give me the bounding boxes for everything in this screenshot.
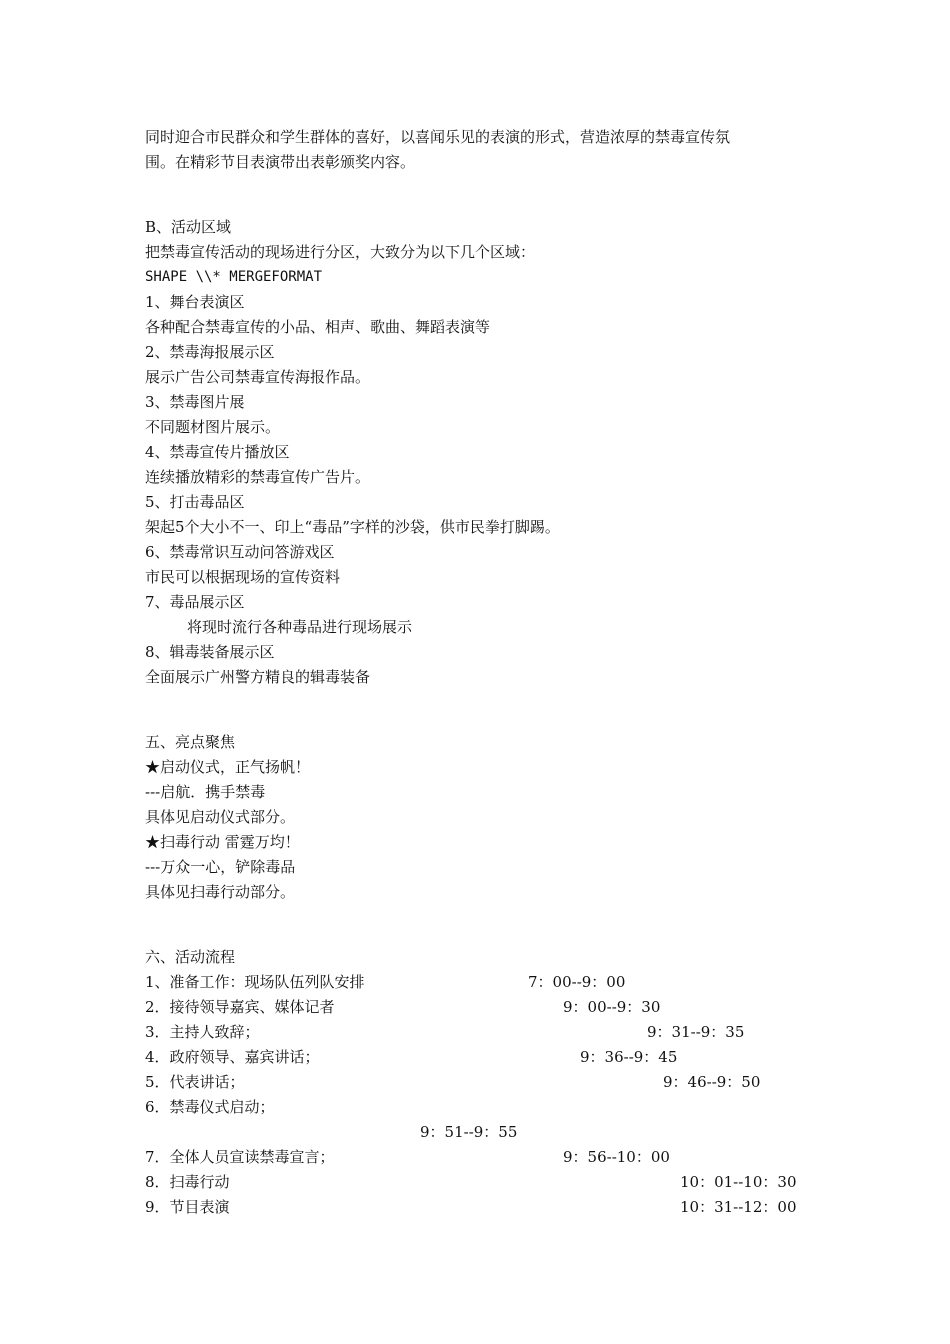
section-heading-highlights: 五、亮点聚焦: [145, 733, 236, 751]
schedule-item-time-4: 9：36--9：45: [580, 1048, 678, 1066]
schedule-item-time-2: 9：00--9：30: [563, 998, 661, 1016]
area-desc-7: 将现时流行各种毒品进行现场展示: [187, 618, 413, 636]
area-desc-2: 展示广告公司禁毒宣传海报作品。: [145, 368, 371, 386]
schedule-item-time-1: 7：00--9：00: [528, 973, 626, 991]
highlight-line-6: 具体见扫毒行动部分。: [145, 883, 296, 901]
area-desc-4: 连续播放精彩的禁毒宣传广告片。: [145, 468, 371, 486]
schedule-item-label-3: 3．主持人致辞；: [145, 1023, 260, 1041]
area-title-3: 3、禁毒图片展: [145, 393, 245, 411]
schedule-item-time-7: 9：56--10：00: [563, 1148, 670, 1166]
areas-description: 把禁毒宣传活动的现场进行分区，大致分为以下几个区域：: [145, 243, 536, 261]
area-desc-3: 不同题材图片展示。: [145, 418, 281, 436]
area-title-8: 8、辑毒装备展示区: [145, 643, 275, 661]
area-desc-1: 各种配合禁毒宣传的小品、相声、歌曲、舞蹈表演等: [145, 318, 491, 336]
highlight-line-2: ---启航．携手禁毒: [145, 783, 266, 801]
area-title-7: 7、毒品展示区: [145, 593, 245, 611]
shape-field-code: SHAPE \\* MERGEFORMAT: [145, 269, 323, 285]
section-heading-areas: B、活动区域: [145, 218, 232, 236]
section-heading-schedule: 六、活动流程: [145, 948, 236, 966]
intro-line-2: 围。在精彩节目表演带出表彰颁奖内容。: [145, 153, 416, 171]
area-desc-5: 架起5个大小不一、印上“毒品”字样的沙袋，供市民拳打脚踢。: [145, 518, 560, 536]
area-desc-6: 市民可以根据现场的宣传资料: [145, 568, 341, 586]
schedule-item-label-9: 9．节目表演: [145, 1198, 230, 1216]
highlight-line-5: ---万众一心，铲除毒品: [145, 858, 296, 876]
highlight-line-3: 具体见启动仪式部分。: [145, 808, 296, 826]
schedule-item-label-7: 7．全体人员宣读禁毒宣言；: [145, 1148, 335, 1166]
schedule-item-time-6: 9：51--9：55: [420, 1123, 518, 1141]
schedule-item-label-8: 8．扫毒行动: [145, 1173, 230, 1191]
highlight-line-1: ★启动仪式，正气扬帆！: [145, 758, 311, 776]
schedule-item-time-8: 10：01--10：30: [680, 1173, 797, 1191]
schedule-item-label-6: 6．禁毒仪式启动；: [145, 1098, 275, 1116]
area-title-4: 4、禁毒宣传片播放区: [145, 443, 290, 461]
intro-line-1: 同时迎合市民群众和学生群体的喜好，以喜闻乐见的表演的形式，营造浓厚的禁毒宣传氛: [145, 128, 731, 146]
schedule-item-label-1: 1、准备工作：现场队伍列队安排: [145, 973, 365, 991]
schedule-item-label-4: 4．政府领导、嘉宾讲话；: [145, 1048, 320, 1066]
schedule-item-label-5: 5．代表讲话；: [145, 1073, 245, 1091]
area-title-1: 1、舞台表演区: [145, 293, 245, 311]
schedule-item-time-9: 10：31--12：00: [680, 1198, 797, 1216]
area-title-2: 2、禁毒海报展示区: [145, 343, 275, 361]
highlight-line-4: ★扫毒行动 雷霆万均！: [145, 833, 300, 851]
schedule-item-label-2: 2．接待领导嘉宾、媒体记者: [145, 998, 335, 1016]
area-title-5: 5、打击毒品区: [145, 493, 245, 511]
schedule-item-time-3: 9：31--9：35: [647, 1023, 745, 1041]
area-title-6: 6、禁毒常识互动问答游戏区: [145, 543, 335, 561]
area-desc-8: 全面展示广州警方精良的辑毒装备: [145, 668, 371, 686]
schedule-item-time-5: 9：46--9：50: [663, 1073, 761, 1091]
